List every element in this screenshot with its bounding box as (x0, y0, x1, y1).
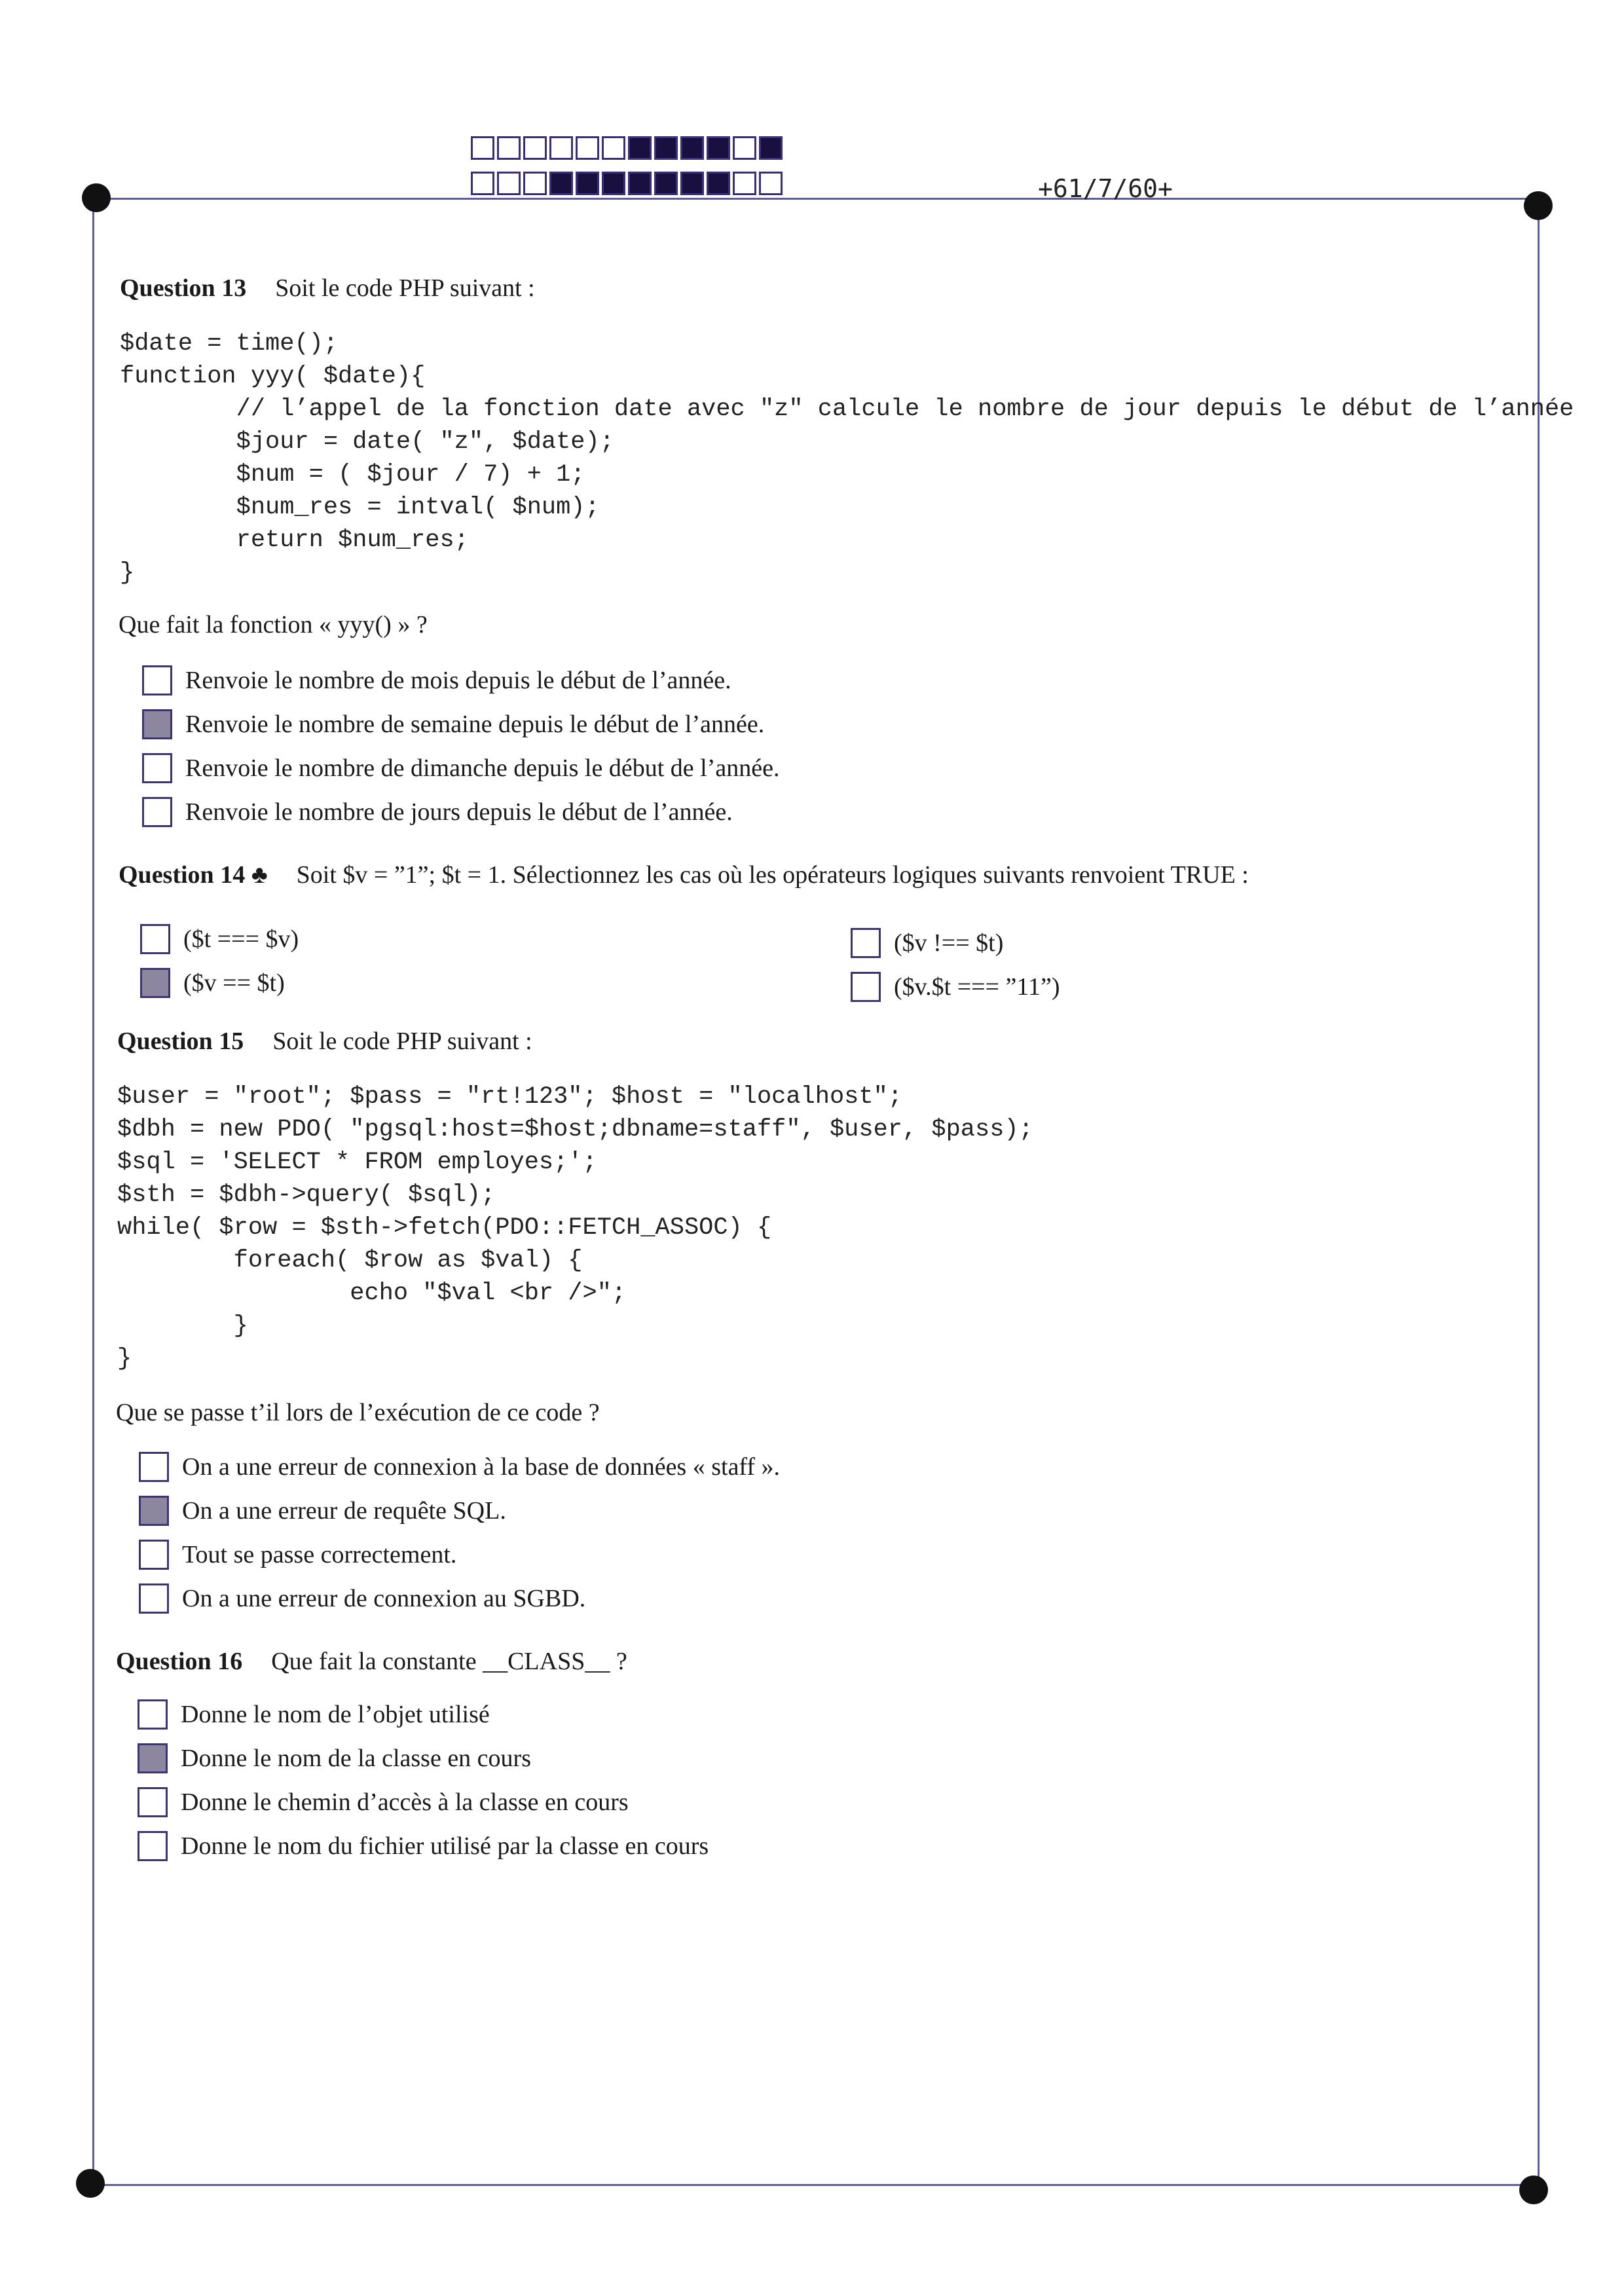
barcode-cell (549, 136, 573, 160)
question-15-header (117, 1027, 532, 1056)
barcode-cell (602, 172, 625, 195)
registration-mark-bottom-right (1519, 2176, 1548, 2204)
barcode-cell (733, 172, 756, 195)
q16-option-2-checkbox[interactable] (138, 1743, 168, 1773)
q15-option-2-checkbox[interactable] (139, 1496, 169, 1526)
q14-option-2-label: ($v == $t) (183, 969, 285, 997)
barcode-cell (602, 136, 625, 160)
barcode-cell (523, 136, 547, 160)
barcode-cell (628, 136, 652, 160)
barcode-row-2 (471, 172, 783, 195)
question-14-header (119, 861, 1249, 889)
q16-option-2[interactable] (138, 1743, 531, 1773)
q16-option-4-label: Donne le nom du fichier utilisé par la classe en cours (181, 1832, 709, 1860)
q14-option-4-checkbox[interactable] (851, 972, 881, 1002)
question-16-text: Que fait la constante __CLASS__ ? (271, 1648, 627, 1675)
barcode-cell (628, 172, 652, 195)
frame-bottom-line (92, 2184, 1536, 2186)
barcode-cell (654, 136, 678, 160)
q14-option-1-checkbox[interactable] (140, 924, 170, 954)
question-13-label: Question 13 (120, 274, 247, 302)
q15-option-3-label: Tout se passe correctement. (182, 1541, 457, 1568)
q16-option-2-label: Donne le nom de la classe en cours (181, 1745, 531, 1772)
question-13-prompt: Que fait la fonction « yyy() » ? (119, 611, 428, 639)
frame-top-line (95, 198, 1539, 200)
q14-option-3-label: ($v !== $t) (894, 929, 1004, 957)
barcode-cell (497, 136, 521, 160)
q14-option-1-label: ($t === $v) (183, 925, 299, 953)
q15-option-4-checkbox[interactable] (139, 1583, 169, 1614)
barcode-cell (733, 136, 756, 160)
q13-option-1-label: Renvoie le nombre de mois depuis le début de l’année. (185, 667, 731, 694)
q15-option-4-label: On a une erreur de connexion au SGBD. (182, 1585, 586, 1612)
q16-option-4[interactable] (138, 1831, 709, 1861)
q15-option-1[interactable] (139, 1452, 780, 1482)
q13-option-2[interactable] (142, 709, 764, 739)
barcode-cell (497, 172, 521, 195)
barcode-row-1 (471, 136, 783, 160)
q15-option-2-label: On a une erreur de requête SQL. (182, 1497, 506, 1525)
barcode-cell (759, 136, 783, 160)
q16-option-4-checkbox[interactable] (138, 1831, 168, 1861)
q13-option-3[interactable] (142, 753, 779, 783)
barcode-cell (680, 136, 704, 160)
question-14-text: Soit $v = ”1”; $t = 1. Sélectionnez les cas où les opérateurs logiques suivants renvoient TRUE : (296, 861, 1249, 889)
club-icon: ♣ (251, 861, 268, 889)
q13-option-1[interactable] (142, 665, 731, 695)
barcode-cell (523, 172, 547, 195)
question-14-label: Question 14 (119, 861, 246, 889)
barcode-cell (576, 172, 599, 195)
q13-option-3-label: Renvoie le nombre de dimanche depuis le début de l’année. (185, 754, 780, 782)
question-13-code: $date = time(); function yyy( $date){ // l’appel de la fonction date avec "z" calcule le nombre de jour depuis le début de l’année $jour = date( "z", $date); $num = ( $jour / 7) + 1; $num_res = intval( $num); return $num_res; } (120, 330, 1574, 587)
barcode-cell (707, 172, 730, 195)
barcode-cell (680, 172, 704, 195)
question-15-prompt: Que se passe t’il lors de l’exécution de ce code ? (116, 1399, 600, 1426)
question-15-text: Soit le code PHP suivant : (272, 1028, 532, 1055)
question-15-label: Question 15 (117, 1028, 244, 1055)
q16-option-3-label: Donne le chemin d’accès à la classe en cours (181, 1788, 629, 1816)
q14-option-4[interactable] (851, 972, 1060, 1002)
q14-option-3-checkbox[interactable] (851, 928, 881, 958)
barcode-cell (471, 136, 494, 160)
question-13-header (120, 274, 535, 303)
barcode-cell (576, 136, 599, 160)
q15-option-3[interactable] (139, 1540, 456, 1570)
q16-option-1-checkbox[interactable] (138, 1699, 168, 1730)
q16-option-3[interactable] (138, 1787, 629, 1817)
q13-option-1-checkbox[interactable] (142, 665, 172, 695)
q13-option-4-checkbox[interactable] (142, 797, 172, 827)
frame-left-line (92, 198, 94, 2185)
q15-option-4[interactable] (139, 1583, 585, 1614)
q13-option-4-label: Renvoie le nombre de jours depuis le début de l’année. (185, 798, 733, 826)
q13-option-2-checkbox[interactable] (142, 709, 172, 739)
q14-option-2[interactable] (140, 968, 285, 998)
barcode-cell (549, 172, 573, 195)
question-15-code: $user = "root"; $pass = "rt!123"; $host = "localhost"; $dbh = new PDO( "pgsql:host=$host;dbname=staff", $user, $pass); $sql = 'SELECT * FROM employes;'; $sth = $dbh->query( $sql); while( $row = $sth->fetch(PDO::FETCH_ASSOC) { foreach( $row as $val) { echo "$val <br />"; } } (117, 1083, 1033, 1373)
q16-option-1-label: Donne le nom de l’objet utilisé (181, 1701, 490, 1728)
q14-option-3[interactable] (851, 928, 1003, 958)
q16-option-3-checkbox[interactable] (138, 1787, 168, 1817)
q14-option-4-label: ($v.$t === ”11”) (894, 973, 1060, 1001)
question-16-header (116, 1647, 627, 1676)
q15-option-3-checkbox[interactable] (139, 1540, 169, 1570)
barcode-cell (759, 172, 783, 195)
barcode-cell (654, 172, 678, 195)
question-13-text: Soit le code PHP suivant : (275, 274, 535, 302)
q14-option-1[interactable] (140, 924, 299, 954)
registration-mark-top-right (1524, 191, 1553, 220)
q15-option-1-label: On a une erreur de connexion à la base de données « staff ». (182, 1453, 781, 1481)
barcode-cell (707, 136, 730, 160)
registration-mark-top-left (82, 183, 111, 212)
q16-option-1[interactable] (138, 1699, 490, 1730)
q13-option-3-checkbox[interactable] (142, 753, 172, 783)
barcode-cell (471, 172, 494, 195)
q15-option-1-checkbox[interactable] (139, 1452, 169, 1482)
registration-mark-bottom-left (76, 2169, 105, 2198)
question-16-label: Question 16 (116, 1648, 243, 1675)
q15-option-2[interactable] (139, 1496, 506, 1526)
q13-option-4[interactable] (142, 797, 733, 827)
q14-option-2-checkbox[interactable] (140, 968, 170, 998)
page-identifier: +61/7/60+ (1038, 174, 1173, 203)
q13-option-2-label: Renvoie le nombre de semaine depuis le début de l’année. (185, 711, 765, 738)
